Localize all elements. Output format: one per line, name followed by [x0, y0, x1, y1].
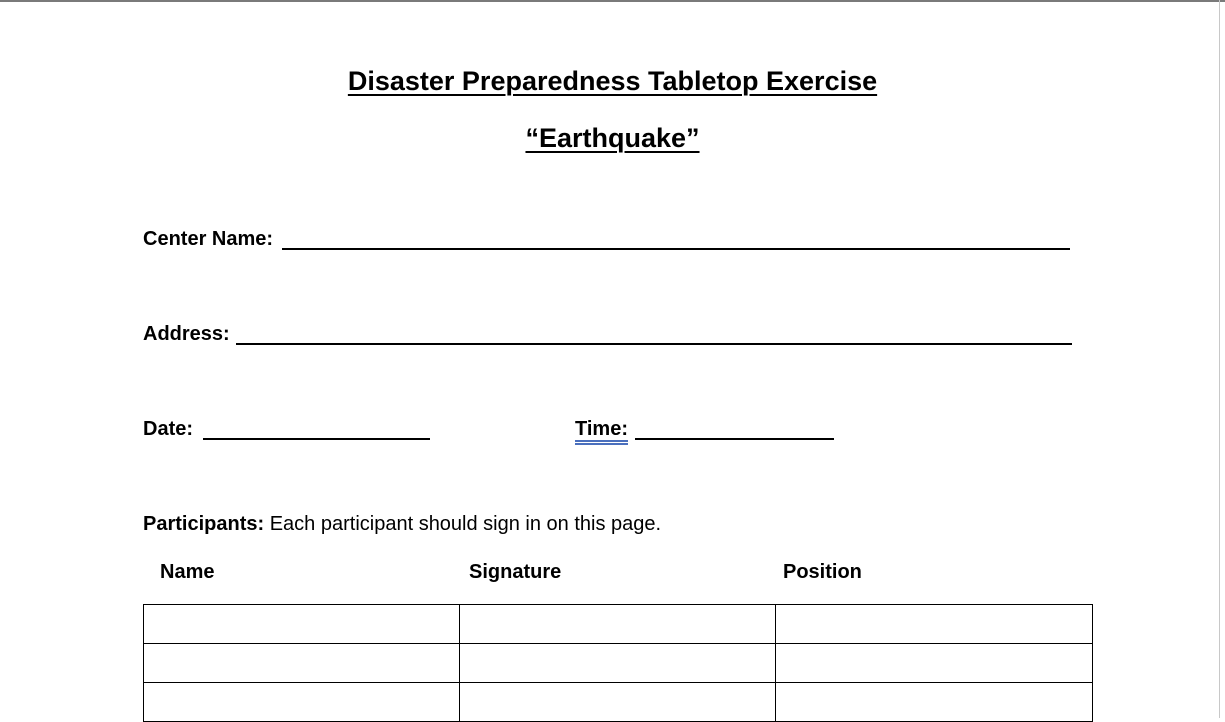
center-name-label: Center Name:	[143, 228, 274, 250]
address-label: Address:	[143, 323, 230, 345]
document-subtitle: “Earthquake”	[525, 123, 700, 153]
time-field[interactable]	[635, 438, 834, 440]
table-row	[144, 605, 1093, 644]
center-name-field[interactable]	[282, 248, 1070, 250]
position-cell[interactable]	[776, 644, 1093, 683]
sign-in-table	[143, 604, 1093, 722]
time-label: Time:	[575, 418, 628, 440]
participants-label: Participants:	[143, 513, 265, 535]
column-header-signature: Signature	[469, 561, 562, 583]
signature-cell[interactable]	[460, 644, 776, 683]
participants-instruction	[143, 513, 661, 536]
name-cell[interactable]	[144, 644, 460, 683]
position-cell[interactable]	[776, 605, 1093, 644]
table-row	[144, 644, 1093, 683]
date-field[interactable]	[203, 438, 430, 440]
signature-cell[interactable]	[460, 683, 776, 722]
document-title: Disaster Preparedness Tabletop Exercise	[347, 66, 878, 96]
position-cell[interactable]	[776, 683, 1093, 722]
name-cell[interactable]	[144, 683, 460, 722]
address-field[interactable]	[236, 343, 1072, 345]
table-row	[144, 683, 1093, 722]
column-header-position: Position	[783, 561, 862, 583]
participants-instruction-text: Each participant should sign in on this page.	[264, 513, 662, 535]
date-label: Date:	[143, 418, 194, 440]
signature-cell[interactable]	[460, 605, 776, 644]
column-header-name: Name	[160, 561, 215, 583]
name-cell[interactable]	[144, 605, 460, 644]
